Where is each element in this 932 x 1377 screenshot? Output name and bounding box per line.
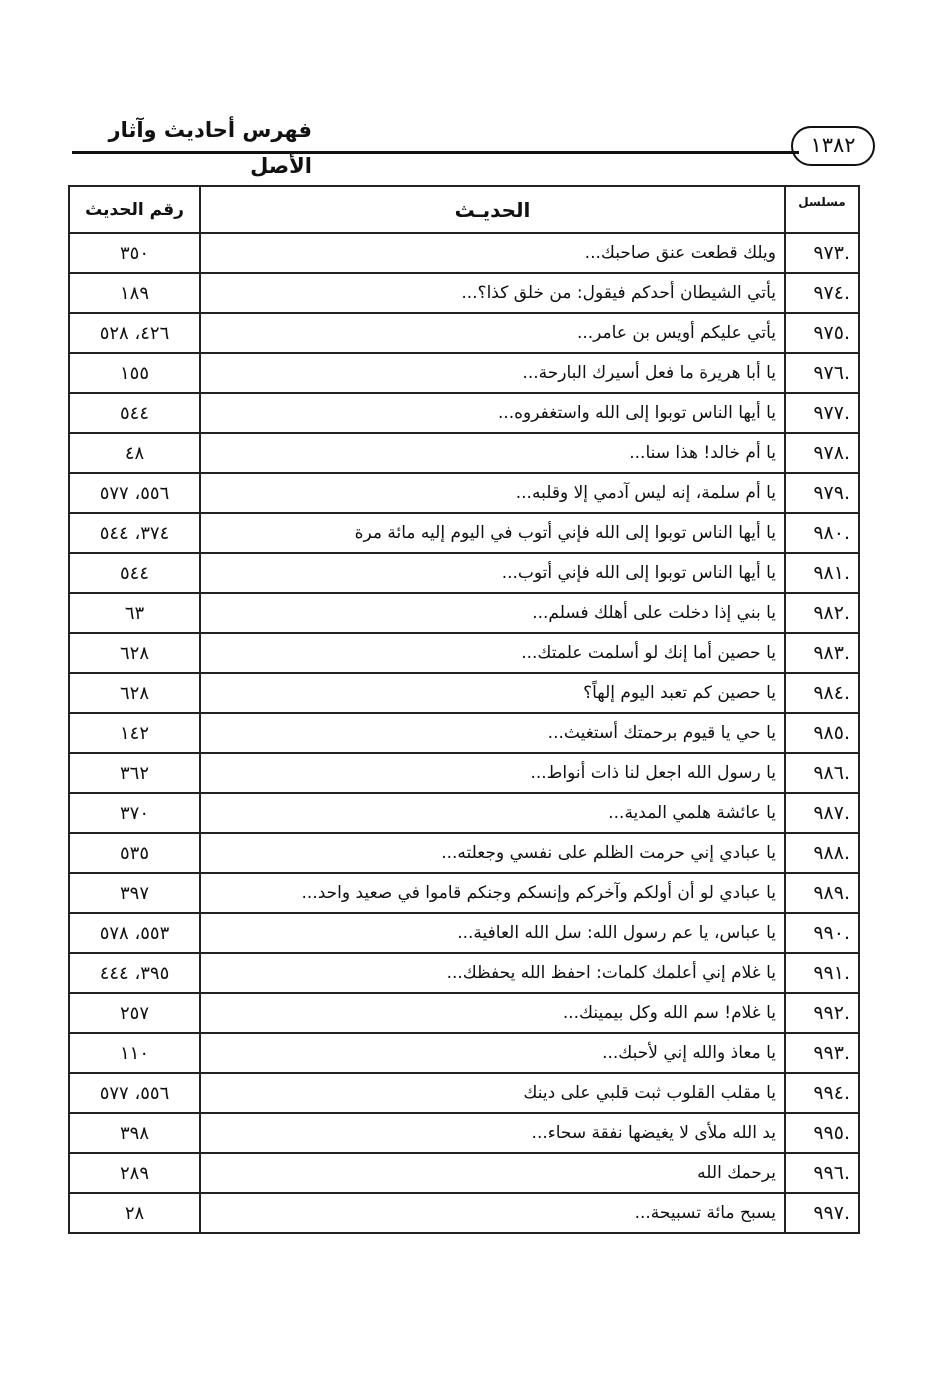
row-serial: .٩٨٣ xyxy=(785,633,859,673)
row-hadith-text: يا أيها الناس توبوا إلى الله فإني أتوب في اليوم إليه مائة مرة xyxy=(200,513,785,553)
row-hadith-ref: ٢٨ xyxy=(69,1193,200,1233)
table-row xyxy=(69,753,859,793)
row-hadith-text: يا أيها الناس توبوا إلى الله واستغفروه... xyxy=(200,393,785,433)
row-serial: .٩٩٦ xyxy=(785,1153,859,1193)
row-serial: .٩٨٠ xyxy=(785,513,859,553)
row-serial: .٩٨٢ xyxy=(785,593,859,633)
row-serial: .٩٨٧ xyxy=(785,793,859,833)
table-header-row xyxy=(69,186,859,233)
row-hadith-ref: ٣٥٠ xyxy=(69,233,200,273)
row-hadith-text: يا عائشة هلمي المدية... xyxy=(200,793,785,833)
row-hadith-text: يا عباس، يا عم رسول الله: سل الله العافية... xyxy=(200,913,785,953)
row-hadith-ref: ٣٩٥، ٤٤٤ xyxy=(69,953,200,993)
table-row xyxy=(69,633,859,673)
row-serial: .٩٩٧ xyxy=(785,1193,859,1233)
row-serial: .٩٧٣ xyxy=(785,233,859,273)
table-row xyxy=(69,673,859,713)
table-row xyxy=(69,273,859,313)
row-hadith-ref: ٥٤٤ xyxy=(69,553,200,593)
row-hadith-ref: ٦٢٨ xyxy=(69,673,200,713)
table-row xyxy=(69,913,859,953)
row-hadith-text: ويلك قطعت عنق صاحبك... xyxy=(200,233,785,273)
row-hadith-text: يا حصين كم تعبد اليوم إلهاً؟ xyxy=(200,673,785,713)
page-number-badge: ١٣٨٢ xyxy=(791,126,875,166)
page-title: فهرس أحاديث وآثار الأصل xyxy=(108,118,312,178)
row-hadith-text: يا عبادي لو أن أولكم وآخركم وإنسكم وجنكم قاموا في صعيد واحد... xyxy=(200,873,785,913)
row-serial: .٩٨٤ xyxy=(785,673,859,713)
row-hadith-text: يا أيها الناس توبوا إلى الله فإني أتوب... xyxy=(200,553,785,593)
row-hadith-ref: ٥٤٤ xyxy=(69,393,200,433)
row-serial: .٩٧٥ xyxy=(785,313,859,353)
row-hadith-ref: ٤٢٦، ٥٢٨ xyxy=(69,313,200,353)
row-hadith-ref: ٣٦٢ xyxy=(69,753,200,793)
table-row xyxy=(69,1113,859,1153)
column-header-ref: رقم الحديث xyxy=(69,186,200,233)
row-hadith-ref: ١٥٥ xyxy=(69,353,200,393)
table-row xyxy=(69,873,859,913)
row-serial: .٩٨٦ xyxy=(785,753,859,793)
row-hadith-ref: ٣٩٧ xyxy=(69,873,200,913)
row-hadith-text: يا حي يا قيوم برحمتك أستغيث... xyxy=(200,713,785,753)
column-header-serial: مسلسل xyxy=(785,186,859,233)
table-row xyxy=(69,993,859,1033)
row-hadith-ref: ٢٨٩ xyxy=(69,1153,200,1193)
row-serial: .٩٧٧ xyxy=(785,393,859,433)
row-hadith-ref: ١٨٩ xyxy=(69,273,200,313)
row-hadith-text: يا أبا هريرة ما فعل أسيرك البارحة... xyxy=(200,353,785,393)
row-hadith-ref: ٥٥٦، ٥٧٧ xyxy=(69,1073,200,1113)
table-row xyxy=(69,553,859,593)
table-row xyxy=(69,473,859,513)
table-row xyxy=(69,793,859,833)
table-row xyxy=(69,1153,859,1193)
row-serial: .٩٨٥ xyxy=(785,713,859,753)
table-row xyxy=(69,713,859,753)
row-hadith-text: يد الله ملأى لا يغيضها نفقة سحاء... xyxy=(200,1113,785,1153)
row-serial: .٩٩٤ xyxy=(785,1073,859,1113)
row-hadith-text: يأتي الشيطان أحدكم فيقول: من خلق كذا؟... xyxy=(200,273,785,313)
table-row xyxy=(69,1073,859,1113)
row-hadith-text: يا رسول الله اجعل لنا ذات أنواط... xyxy=(200,753,785,793)
table-row xyxy=(69,313,859,353)
row-hadith-text: يأتي عليكم أويس بن عامر... xyxy=(200,313,785,353)
row-hadith-text: يا غلام! سم الله وكل بيمينك... xyxy=(200,993,785,1033)
row-hadith-ref: ٥٣٥ xyxy=(69,833,200,873)
row-serial: .٩٧٤ xyxy=(785,273,859,313)
row-hadith-ref: ٣٧٠ xyxy=(69,793,200,833)
row-hadith-ref: ١٤٢ xyxy=(69,713,200,753)
table-row xyxy=(69,433,859,473)
row-hadith-ref: ٦٢٨ xyxy=(69,633,200,673)
table-row xyxy=(69,393,859,433)
row-serial: .٩٨١ xyxy=(785,553,859,593)
row-hadith-text: يا غلام إني أعلمك كلمات: احفظ الله يحفظك... xyxy=(200,953,785,993)
row-hadith-ref: ٤٨ xyxy=(69,433,200,473)
row-hadith-ref: ٦٣ xyxy=(69,593,200,633)
row-serial: .٩٧٩ xyxy=(785,473,859,513)
row-hadith-ref: ٥٥٦، ٥٧٧ xyxy=(69,473,200,513)
row-hadith-text: يا بني إذا دخلت على أهلك فسلم... xyxy=(200,593,785,633)
table-row xyxy=(69,353,859,393)
row-serial: .٩٨٨ xyxy=(785,833,859,873)
row-hadith-ref: ٣٩٨ xyxy=(69,1113,200,1153)
row-hadith-text: يا معاذ والله إني لأحبك... xyxy=(200,1033,785,1073)
row-hadith-ref: ١١٠ xyxy=(69,1033,200,1073)
header-divider xyxy=(72,151,799,154)
table-row xyxy=(69,233,859,273)
table-row xyxy=(69,513,859,553)
row-serial: .٩٨٩ xyxy=(785,873,859,913)
column-header-hadith: الحديـث xyxy=(200,186,785,233)
table-row xyxy=(69,833,859,873)
table-row xyxy=(69,1033,859,1073)
row-hadith-text: يسبح مائة تسبيحة... xyxy=(200,1193,785,1233)
row-hadith-text: يرحمك الله xyxy=(200,1153,785,1193)
row-serial: .٩٧٦ xyxy=(785,353,859,393)
row-serial: .٩٩٢ xyxy=(785,993,859,1033)
row-hadith-text: يا مقلب القلوب ثبت قلبي على دينك xyxy=(200,1073,785,1113)
table-row xyxy=(69,593,859,633)
row-serial: .٩٩٠ xyxy=(785,913,859,953)
row-serial: .٩٩٣ xyxy=(785,1033,859,1073)
row-serial: .٩٩١ xyxy=(785,953,859,993)
row-hadith-text: يا عبادي إني حرمت الظلم على نفسي وجعلته... xyxy=(200,833,785,873)
table-row xyxy=(69,1193,859,1233)
row-serial: .٩٧٨ xyxy=(785,433,859,473)
row-hadith-ref: ٣٧٤، ٥٤٤ xyxy=(69,513,200,553)
row-hadith-ref: ٥٥٣، ٥٧٨ xyxy=(69,913,200,953)
row-hadith-ref: ٢٥٧ xyxy=(69,993,200,1033)
row-hadith-text: يا أم سلمة، إنه ليس آدمي إلا وقلبه... xyxy=(200,473,785,513)
hadith-index-table xyxy=(68,185,860,1234)
table-row xyxy=(69,953,859,993)
row-hadith-text: يا حصين أما إنك لو أسلمت علمتك... xyxy=(200,633,785,673)
row-hadith-text: يا أم خالد! هذا سنا... xyxy=(200,433,785,473)
row-serial: .٩٩٥ xyxy=(785,1113,859,1153)
